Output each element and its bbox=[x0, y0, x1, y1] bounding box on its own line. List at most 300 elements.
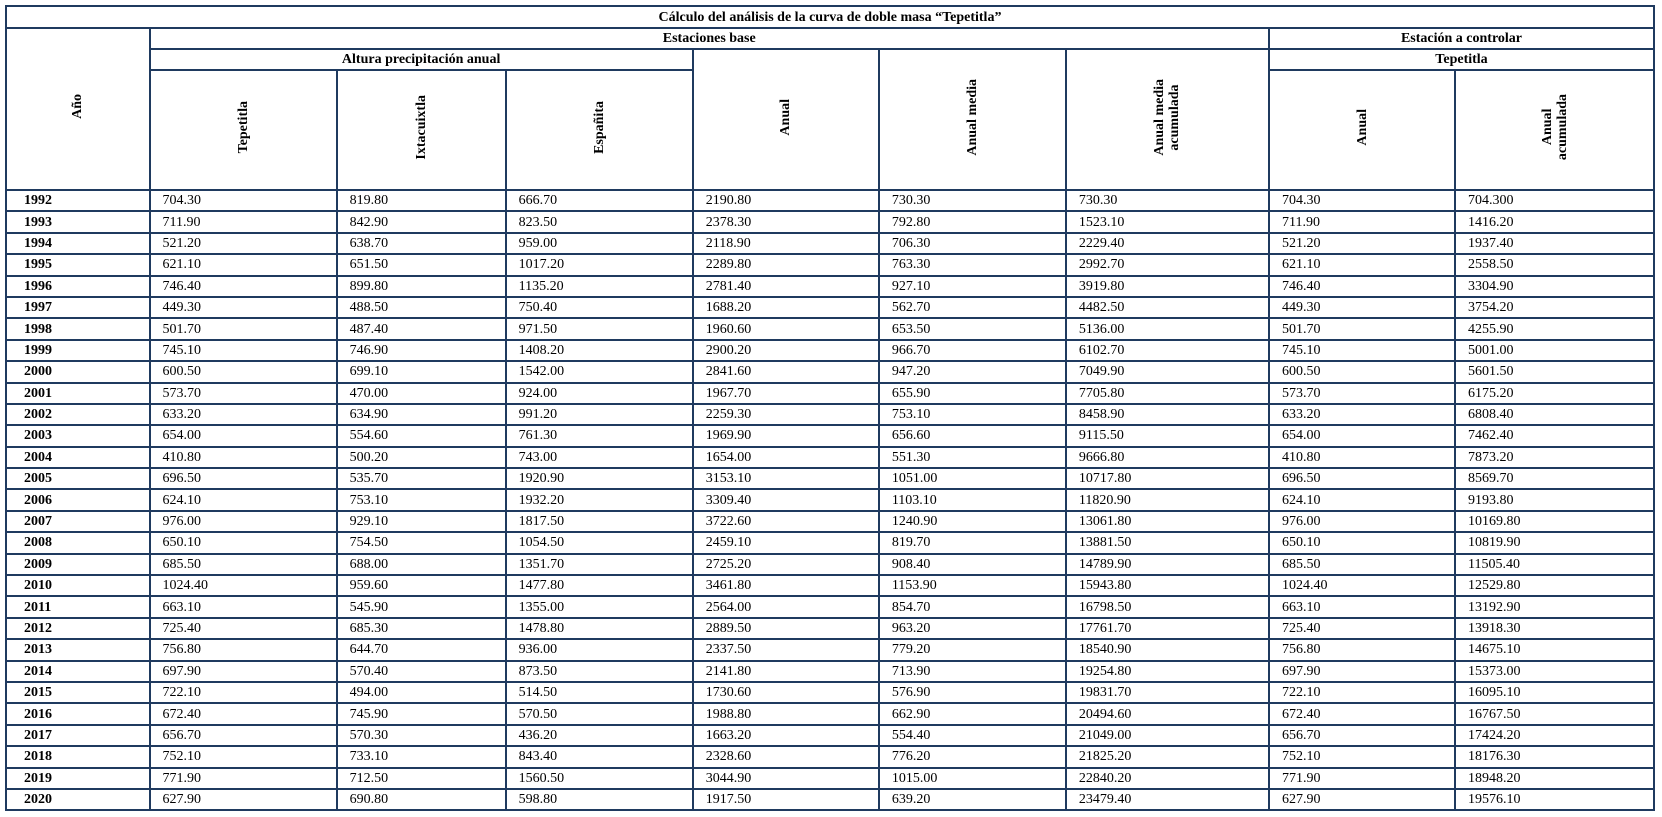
value-cell: 8569.70 bbox=[1455, 468, 1654, 489]
value-cell: 15373.00 bbox=[1455, 661, 1654, 682]
value-cell: 1523.10 bbox=[1066, 211, 1269, 232]
year-cell: 2009 bbox=[6, 554, 150, 575]
value-cell: 14789.90 bbox=[1066, 554, 1269, 575]
value-cell: 13881.50 bbox=[1066, 532, 1269, 553]
year-cell: 1997 bbox=[6, 297, 150, 318]
value-cell: 6808.40 bbox=[1455, 404, 1654, 425]
value-cell: 19254.80 bbox=[1066, 661, 1269, 682]
value-cell: 1024.40 bbox=[1269, 575, 1455, 596]
value-cell: 819.70 bbox=[879, 532, 1066, 553]
value-cell: 16095.10 bbox=[1455, 682, 1654, 703]
header-anual: Anual bbox=[693, 49, 879, 190]
value-cell: 722.10 bbox=[1269, 682, 1455, 703]
value-cell: 1355.00 bbox=[506, 596, 693, 617]
value-cell: 927.10 bbox=[879, 276, 1066, 297]
table-row bbox=[6, 746, 1654, 767]
value-cell: 2725.20 bbox=[693, 554, 879, 575]
value-cell: 2190.80 bbox=[693, 190, 879, 211]
value-cell: 410.80 bbox=[1269, 447, 1455, 468]
value-cell: 1051.00 bbox=[879, 468, 1066, 489]
table-row bbox=[6, 361, 1654, 382]
value-cell: 743.00 bbox=[506, 447, 693, 468]
value-cell: 2558.50 bbox=[1455, 254, 1654, 275]
value-cell: 410.80 bbox=[150, 447, 337, 468]
value-cell: 17761.70 bbox=[1066, 618, 1269, 639]
year-cell: 2018 bbox=[6, 746, 150, 767]
value-cell: 3153.10 bbox=[693, 468, 879, 489]
value-cell: 3754.20 bbox=[1455, 297, 1654, 318]
value-cell: 514.50 bbox=[506, 682, 693, 703]
year-cell: 2008 bbox=[6, 532, 150, 553]
value-cell: 690.80 bbox=[337, 789, 506, 810]
value-cell: 16767.50 bbox=[1455, 703, 1654, 724]
value-cell: 3304.90 bbox=[1455, 276, 1654, 297]
value-cell: 554.60 bbox=[337, 425, 506, 446]
value-cell: 501.70 bbox=[1269, 318, 1455, 339]
value-cell: 704.30 bbox=[150, 190, 337, 211]
value-cell: 17424.20 bbox=[1455, 725, 1654, 746]
value-cell: 754.50 bbox=[337, 532, 506, 553]
year-cell: 1998 bbox=[6, 318, 150, 339]
value-cell: 697.90 bbox=[150, 661, 337, 682]
value-cell: 1153.90 bbox=[879, 575, 1066, 596]
value-cell: 2118.90 bbox=[693, 233, 879, 254]
year-cell: 2001 bbox=[6, 383, 150, 404]
value-cell: 1015.00 bbox=[879, 768, 1066, 789]
header-espanita: Españita bbox=[506, 70, 693, 190]
header-estacion-controlar: Estación a controlar bbox=[1269, 28, 1654, 49]
year-cell: 2004 bbox=[6, 447, 150, 468]
value-cell: 842.90 bbox=[337, 211, 506, 232]
value-cell: 672.40 bbox=[1269, 703, 1455, 724]
value-cell: 12529.80 bbox=[1455, 575, 1654, 596]
value-cell: 725.40 bbox=[1269, 618, 1455, 639]
value-cell: 936.00 bbox=[506, 639, 693, 660]
year-cell: 2017 bbox=[6, 725, 150, 746]
value-cell: 750.40 bbox=[506, 297, 693, 318]
header-tepetitla-group: Tepetitla bbox=[1269, 49, 1654, 70]
table-row bbox=[6, 404, 1654, 425]
year-cell: 2015 bbox=[6, 682, 150, 703]
value-cell: 633.20 bbox=[150, 404, 337, 425]
value-cell: 1351.70 bbox=[506, 554, 693, 575]
value-cell: 7873.20 bbox=[1455, 447, 1654, 468]
value-cell: 656.70 bbox=[1269, 725, 1455, 746]
year-cell: 2013 bbox=[6, 639, 150, 660]
value-cell: 576.90 bbox=[879, 682, 1066, 703]
value-cell: 2992.70 bbox=[1066, 254, 1269, 275]
value-cell: 5001.00 bbox=[1455, 340, 1654, 361]
value-cell: 554.40 bbox=[879, 725, 1066, 746]
value-cell: 1988.80 bbox=[693, 703, 879, 724]
value-cell: 966.70 bbox=[879, 340, 1066, 361]
year-cell: 2007 bbox=[6, 511, 150, 532]
value-cell: 10819.90 bbox=[1455, 532, 1654, 553]
value-cell: 663.10 bbox=[1269, 596, 1455, 617]
value-cell: 2141.80 bbox=[693, 661, 879, 682]
value-cell: 487.40 bbox=[337, 318, 506, 339]
value-cell: 573.70 bbox=[150, 383, 337, 404]
value-cell: 971.50 bbox=[506, 318, 693, 339]
value-cell: 1017.20 bbox=[506, 254, 693, 275]
value-cell: 699.10 bbox=[337, 361, 506, 382]
value-cell: 1240.90 bbox=[879, 511, 1066, 532]
value-cell: 746.90 bbox=[337, 340, 506, 361]
value-cell: 634.90 bbox=[337, 404, 506, 425]
value-cell: 13918.30 bbox=[1455, 618, 1654, 639]
value-cell: 5601.50 bbox=[1455, 361, 1654, 382]
value-cell: 1663.20 bbox=[693, 725, 879, 746]
value-cell: 494.00 bbox=[337, 682, 506, 703]
value-cell: 976.00 bbox=[1269, 511, 1455, 532]
value-cell: 3919.80 bbox=[1066, 276, 1269, 297]
value-cell: 521.20 bbox=[1269, 233, 1455, 254]
value-cell: 570.40 bbox=[337, 661, 506, 682]
value-cell: 1730.60 bbox=[693, 682, 879, 703]
value-cell: 7705.80 bbox=[1066, 383, 1269, 404]
value-cell: 771.90 bbox=[150, 768, 337, 789]
value-cell: 685.50 bbox=[150, 554, 337, 575]
value-cell: 730.30 bbox=[1066, 190, 1269, 211]
value-cell: 600.50 bbox=[1269, 361, 1455, 382]
value-cell: 713.90 bbox=[879, 661, 1066, 682]
value-cell: 1542.00 bbox=[506, 361, 693, 382]
value-cell: 1103.10 bbox=[879, 489, 1066, 510]
value-cell: 733.10 bbox=[337, 746, 506, 767]
value-cell: 651.50 bbox=[337, 254, 506, 275]
value-cell: 752.10 bbox=[150, 746, 337, 767]
value-cell: 19576.10 bbox=[1455, 789, 1654, 810]
value-cell: 621.10 bbox=[150, 254, 337, 275]
table-row bbox=[6, 233, 1654, 254]
value-cell: 16798.50 bbox=[1066, 596, 1269, 617]
value-cell: 722.10 bbox=[150, 682, 337, 703]
value-cell: 854.70 bbox=[879, 596, 1066, 617]
value-cell: 899.80 bbox=[337, 276, 506, 297]
year-cell: 2000 bbox=[6, 361, 150, 382]
value-cell: 600.50 bbox=[150, 361, 337, 382]
value-cell: 9193.80 bbox=[1455, 489, 1654, 510]
table-row bbox=[6, 468, 1654, 489]
value-cell: 573.70 bbox=[1269, 383, 1455, 404]
value-cell: 1937.40 bbox=[1455, 233, 1654, 254]
value-cell: 2259.30 bbox=[693, 404, 879, 425]
value-cell: 1135.20 bbox=[506, 276, 693, 297]
value-cell: 562.70 bbox=[879, 297, 1066, 318]
value-cell: 704.300 bbox=[1455, 190, 1654, 211]
value-cell: 570.30 bbox=[337, 725, 506, 746]
value-cell: 9666.80 bbox=[1066, 447, 1269, 468]
table-row bbox=[6, 340, 1654, 361]
value-cell: 13192.90 bbox=[1455, 596, 1654, 617]
value-cell: 3461.80 bbox=[693, 575, 879, 596]
value-cell: 745.10 bbox=[1269, 340, 1455, 361]
value-cell: 10169.80 bbox=[1455, 511, 1654, 532]
value-cell: 2459.10 bbox=[693, 532, 879, 553]
value-cell: 650.10 bbox=[150, 532, 337, 553]
table-title: Cálculo del análisis de la curva de doble masa “Tepetitla” bbox=[6, 6, 1654, 28]
value-cell: 1478.80 bbox=[506, 618, 693, 639]
table-row bbox=[6, 618, 1654, 639]
value-cell: 2378.30 bbox=[693, 211, 879, 232]
value-cell: 1477.80 bbox=[506, 575, 693, 596]
table-row bbox=[6, 511, 1654, 532]
value-cell: 535.70 bbox=[337, 468, 506, 489]
value-cell: 18948.20 bbox=[1455, 768, 1654, 789]
value-cell: 704.30 bbox=[1269, 190, 1455, 211]
value-cell: 706.30 bbox=[879, 233, 1066, 254]
value-cell: 763.30 bbox=[879, 254, 1066, 275]
value-cell: 1560.50 bbox=[506, 768, 693, 789]
value-cell: 1416.20 bbox=[1455, 211, 1654, 232]
value-cell: 488.50 bbox=[337, 297, 506, 318]
value-cell: 712.50 bbox=[337, 768, 506, 789]
value-cell: 776.20 bbox=[879, 746, 1066, 767]
value-cell: 1932.20 bbox=[506, 489, 693, 510]
value-cell: 2289.80 bbox=[693, 254, 879, 275]
value-cell: 639.20 bbox=[879, 789, 1066, 810]
year-cell: 2020 bbox=[6, 789, 150, 810]
value-cell: 2229.40 bbox=[1066, 233, 1269, 254]
year-cell: 2016 bbox=[6, 703, 150, 724]
table-row bbox=[6, 211, 1654, 232]
value-cell: 819.80 bbox=[337, 190, 506, 211]
value-cell: 663.10 bbox=[150, 596, 337, 617]
year-cell: 2005 bbox=[6, 468, 150, 489]
value-cell: 929.10 bbox=[337, 511, 506, 532]
value-cell: 23479.40 bbox=[1066, 789, 1269, 810]
value-cell: 711.90 bbox=[150, 211, 337, 232]
header-estaciones-base: Estaciones base bbox=[150, 28, 1269, 49]
value-cell: 656.70 bbox=[150, 725, 337, 746]
value-cell: 696.50 bbox=[1269, 468, 1455, 489]
header-altura-precipitacion: Altura precipitación anual bbox=[150, 49, 693, 70]
table-row bbox=[6, 703, 1654, 724]
value-cell: 6175.20 bbox=[1455, 383, 1654, 404]
value-cell: 3309.40 bbox=[693, 489, 879, 510]
value-cell: 1817.50 bbox=[506, 511, 693, 532]
value-cell: 2337.50 bbox=[693, 639, 879, 660]
value-cell: 551.30 bbox=[879, 447, 1066, 468]
value-cell: 696.50 bbox=[150, 468, 337, 489]
year-cell: 1992 bbox=[6, 190, 150, 211]
value-cell: 924.00 bbox=[506, 383, 693, 404]
table-row bbox=[6, 318, 1654, 339]
value-cell: 753.10 bbox=[879, 404, 1066, 425]
year-cell: 1999 bbox=[6, 340, 150, 361]
year-cell: 2010 bbox=[6, 575, 150, 596]
value-cell: 598.80 bbox=[506, 789, 693, 810]
value-cell: 1054.50 bbox=[506, 532, 693, 553]
value-cell: 638.70 bbox=[337, 233, 506, 254]
value-cell: 908.40 bbox=[879, 554, 1066, 575]
value-cell: 730.30 bbox=[879, 190, 1066, 211]
value-cell: 959.00 bbox=[506, 233, 693, 254]
year-cell: 1996 bbox=[6, 276, 150, 297]
value-cell: 624.10 bbox=[1269, 489, 1455, 510]
value-cell: 11820.90 bbox=[1066, 489, 1269, 510]
value-cell: 2328.60 bbox=[693, 746, 879, 767]
value-cell: 22840.20 bbox=[1066, 768, 1269, 789]
value-cell: 873.50 bbox=[506, 661, 693, 682]
table-row bbox=[6, 575, 1654, 596]
table-row bbox=[6, 596, 1654, 617]
value-cell: 9115.50 bbox=[1066, 425, 1269, 446]
value-cell: 654.00 bbox=[1269, 425, 1455, 446]
value-cell: 501.70 bbox=[150, 318, 337, 339]
header-year: Año bbox=[6, 28, 150, 190]
value-cell: 991.20 bbox=[506, 404, 693, 425]
value-cell: 654.00 bbox=[150, 425, 337, 446]
table-row bbox=[6, 639, 1654, 660]
value-cell: 449.30 bbox=[150, 297, 337, 318]
value-cell: 11505.40 bbox=[1455, 554, 1654, 575]
year-cell: 2011 bbox=[6, 596, 150, 617]
header-tepetitla-anual-acumulada: Anual acumulada bbox=[1455, 70, 1654, 190]
value-cell: 500.20 bbox=[337, 447, 506, 468]
value-cell: 21049.00 bbox=[1066, 725, 1269, 746]
value-cell: 761.30 bbox=[506, 425, 693, 446]
value-cell: 2781.40 bbox=[693, 276, 879, 297]
value-cell: 1967.70 bbox=[693, 383, 879, 404]
year-cell: 2012 bbox=[6, 618, 150, 639]
header-anual-media: Anual media bbox=[879, 49, 1066, 190]
value-cell: 1654.00 bbox=[693, 447, 879, 468]
value-cell: 1917.50 bbox=[693, 789, 879, 810]
value-cell: 655.90 bbox=[879, 383, 1066, 404]
value-cell: 3044.90 bbox=[693, 768, 879, 789]
value-cell: 570.50 bbox=[506, 703, 693, 724]
header-anual-media-acumulada: Anual media acumulada bbox=[1066, 49, 1269, 190]
value-cell: 672.40 bbox=[150, 703, 337, 724]
value-cell: 633.20 bbox=[1269, 404, 1455, 425]
value-cell: 650.10 bbox=[1269, 532, 1455, 553]
table-row bbox=[6, 682, 1654, 703]
year-cell: 2019 bbox=[6, 768, 150, 789]
value-cell: 1024.40 bbox=[150, 575, 337, 596]
value-cell: 1960.60 bbox=[693, 318, 879, 339]
value-cell: 666.70 bbox=[506, 190, 693, 211]
value-cell: 627.90 bbox=[150, 789, 337, 810]
header-tepetitla: Tepetitla bbox=[150, 70, 337, 190]
table-row bbox=[6, 789, 1654, 810]
value-cell: 2900.20 bbox=[693, 340, 879, 361]
year-cell: 1995 bbox=[6, 254, 150, 275]
year-cell: 2003 bbox=[6, 425, 150, 446]
value-cell: 823.50 bbox=[506, 211, 693, 232]
value-cell: 947.20 bbox=[879, 361, 1066, 382]
value-cell: 2564.00 bbox=[693, 596, 879, 617]
value-cell: 7462.40 bbox=[1455, 425, 1654, 446]
value-cell: 15943.80 bbox=[1066, 575, 1269, 596]
value-cell: 13061.80 bbox=[1066, 511, 1269, 532]
value-cell: 2889.50 bbox=[693, 618, 879, 639]
value-cell: 685.30 bbox=[337, 618, 506, 639]
value-cell: 746.40 bbox=[1269, 276, 1455, 297]
year-cell: 1993 bbox=[6, 211, 150, 232]
table-row bbox=[6, 297, 1654, 318]
year-cell: 2014 bbox=[6, 661, 150, 682]
value-cell: 4482.50 bbox=[1066, 297, 1269, 318]
value-cell: 5136.00 bbox=[1066, 318, 1269, 339]
value-cell: 3722.60 bbox=[693, 511, 879, 532]
value-cell: 697.90 bbox=[1269, 661, 1455, 682]
value-cell: 21825.20 bbox=[1066, 746, 1269, 767]
table-row bbox=[6, 661, 1654, 682]
value-cell: 521.20 bbox=[150, 233, 337, 254]
value-cell: 1969.90 bbox=[693, 425, 879, 446]
value-cell: 545.90 bbox=[337, 596, 506, 617]
value-cell: 779.20 bbox=[879, 639, 1066, 660]
value-cell: 771.90 bbox=[1269, 768, 1455, 789]
value-cell: 6102.70 bbox=[1066, 340, 1269, 361]
table-row bbox=[6, 425, 1654, 446]
value-cell: 653.50 bbox=[879, 318, 1066, 339]
value-cell: 621.10 bbox=[1269, 254, 1455, 275]
value-cell: 745.90 bbox=[337, 703, 506, 724]
value-cell: 711.90 bbox=[1269, 211, 1455, 232]
value-cell: 963.20 bbox=[879, 618, 1066, 639]
value-cell: 1688.20 bbox=[693, 297, 879, 318]
table-row bbox=[6, 725, 1654, 746]
table-row bbox=[6, 768, 1654, 789]
value-cell: 4255.90 bbox=[1455, 318, 1654, 339]
table-body bbox=[6, 190, 1654, 810]
table-row bbox=[6, 532, 1654, 553]
value-cell: 18540.90 bbox=[1066, 639, 1269, 660]
value-cell: 624.10 bbox=[150, 489, 337, 510]
value-cell: 843.40 bbox=[506, 746, 693, 767]
header-ixtacuixtla: Ixtacuixtla bbox=[337, 70, 506, 190]
value-cell: 688.00 bbox=[337, 554, 506, 575]
value-cell: 10717.80 bbox=[1066, 468, 1269, 489]
year-cell: 1994 bbox=[6, 233, 150, 254]
value-cell: 20494.60 bbox=[1066, 703, 1269, 724]
value-cell: 14675.10 bbox=[1455, 639, 1654, 660]
value-cell: 2841.60 bbox=[693, 361, 879, 382]
table-row bbox=[6, 383, 1654, 404]
value-cell: 19831.70 bbox=[1066, 682, 1269, 703]
value-cell: 725.40 bbox=[150, 618, 337, 639]
value-cell: 959.60 bbox=[337, 575, 506, 596]
value-cell: 976.00 bbox=[150, 511, 337, 532]
value-cell: 756.80 bbox=[150, 639, 337, 660]
value-cell: 18176.30 bbox=[1455, 746, 1654, 767]
value-cell: 746.40 bbox=[150, 276, 337, 297]
value-cell: 627.90 bbox=[1269, 789, 1455, 810]
value-cell: 662.90 bbox=[879, 703, 1066, 724]
year-cell: 2002 bbox=[6, 404, 150, 425]
value-cell: 470.00 bbox=[337, 383, 506, 404]
value-cell: 752.10 bbox=[1269, 746, 1455, 767]
value-cell: 745.10 bbox=[150, 340, 337, 361]
value-cell: 792.80 bbox=[879, 211, 1066, 232]
value-cell: 7049.90 bbox=[1066, 361, 1269, 382]
value-cell: 644.70 bbox=[337, 639, 506, 660]
value-cell: 756.80 bbox=[1269, 639, 1455, 660]
table-row bbox=[6, 489, 1654, 510]
value-cell: 753.10 bbox=[337, 489, 506, 510]
year-cell: 2006 bbox=[6, 489, 150, 510]
value-cell: 1408.20 bbox=[506, 340, 693, 361]
table-row bbox=[6, 554, 1654, 575]
value-cell: 8458.90 bbox=[1066, 404, 1269, 425]
header-tepetitla-anual: Anual bbox=[1269, 70, 1455, 190]
table-row bbox=[6, 190, 1654, 211]
value-cell: 656.60 bbox=[879, 425, 1066, 446]
table-row bbox=[6, 447, 1654, 468]
value-cell: 1920.90 bbox=[506, 468, 693, 489]
